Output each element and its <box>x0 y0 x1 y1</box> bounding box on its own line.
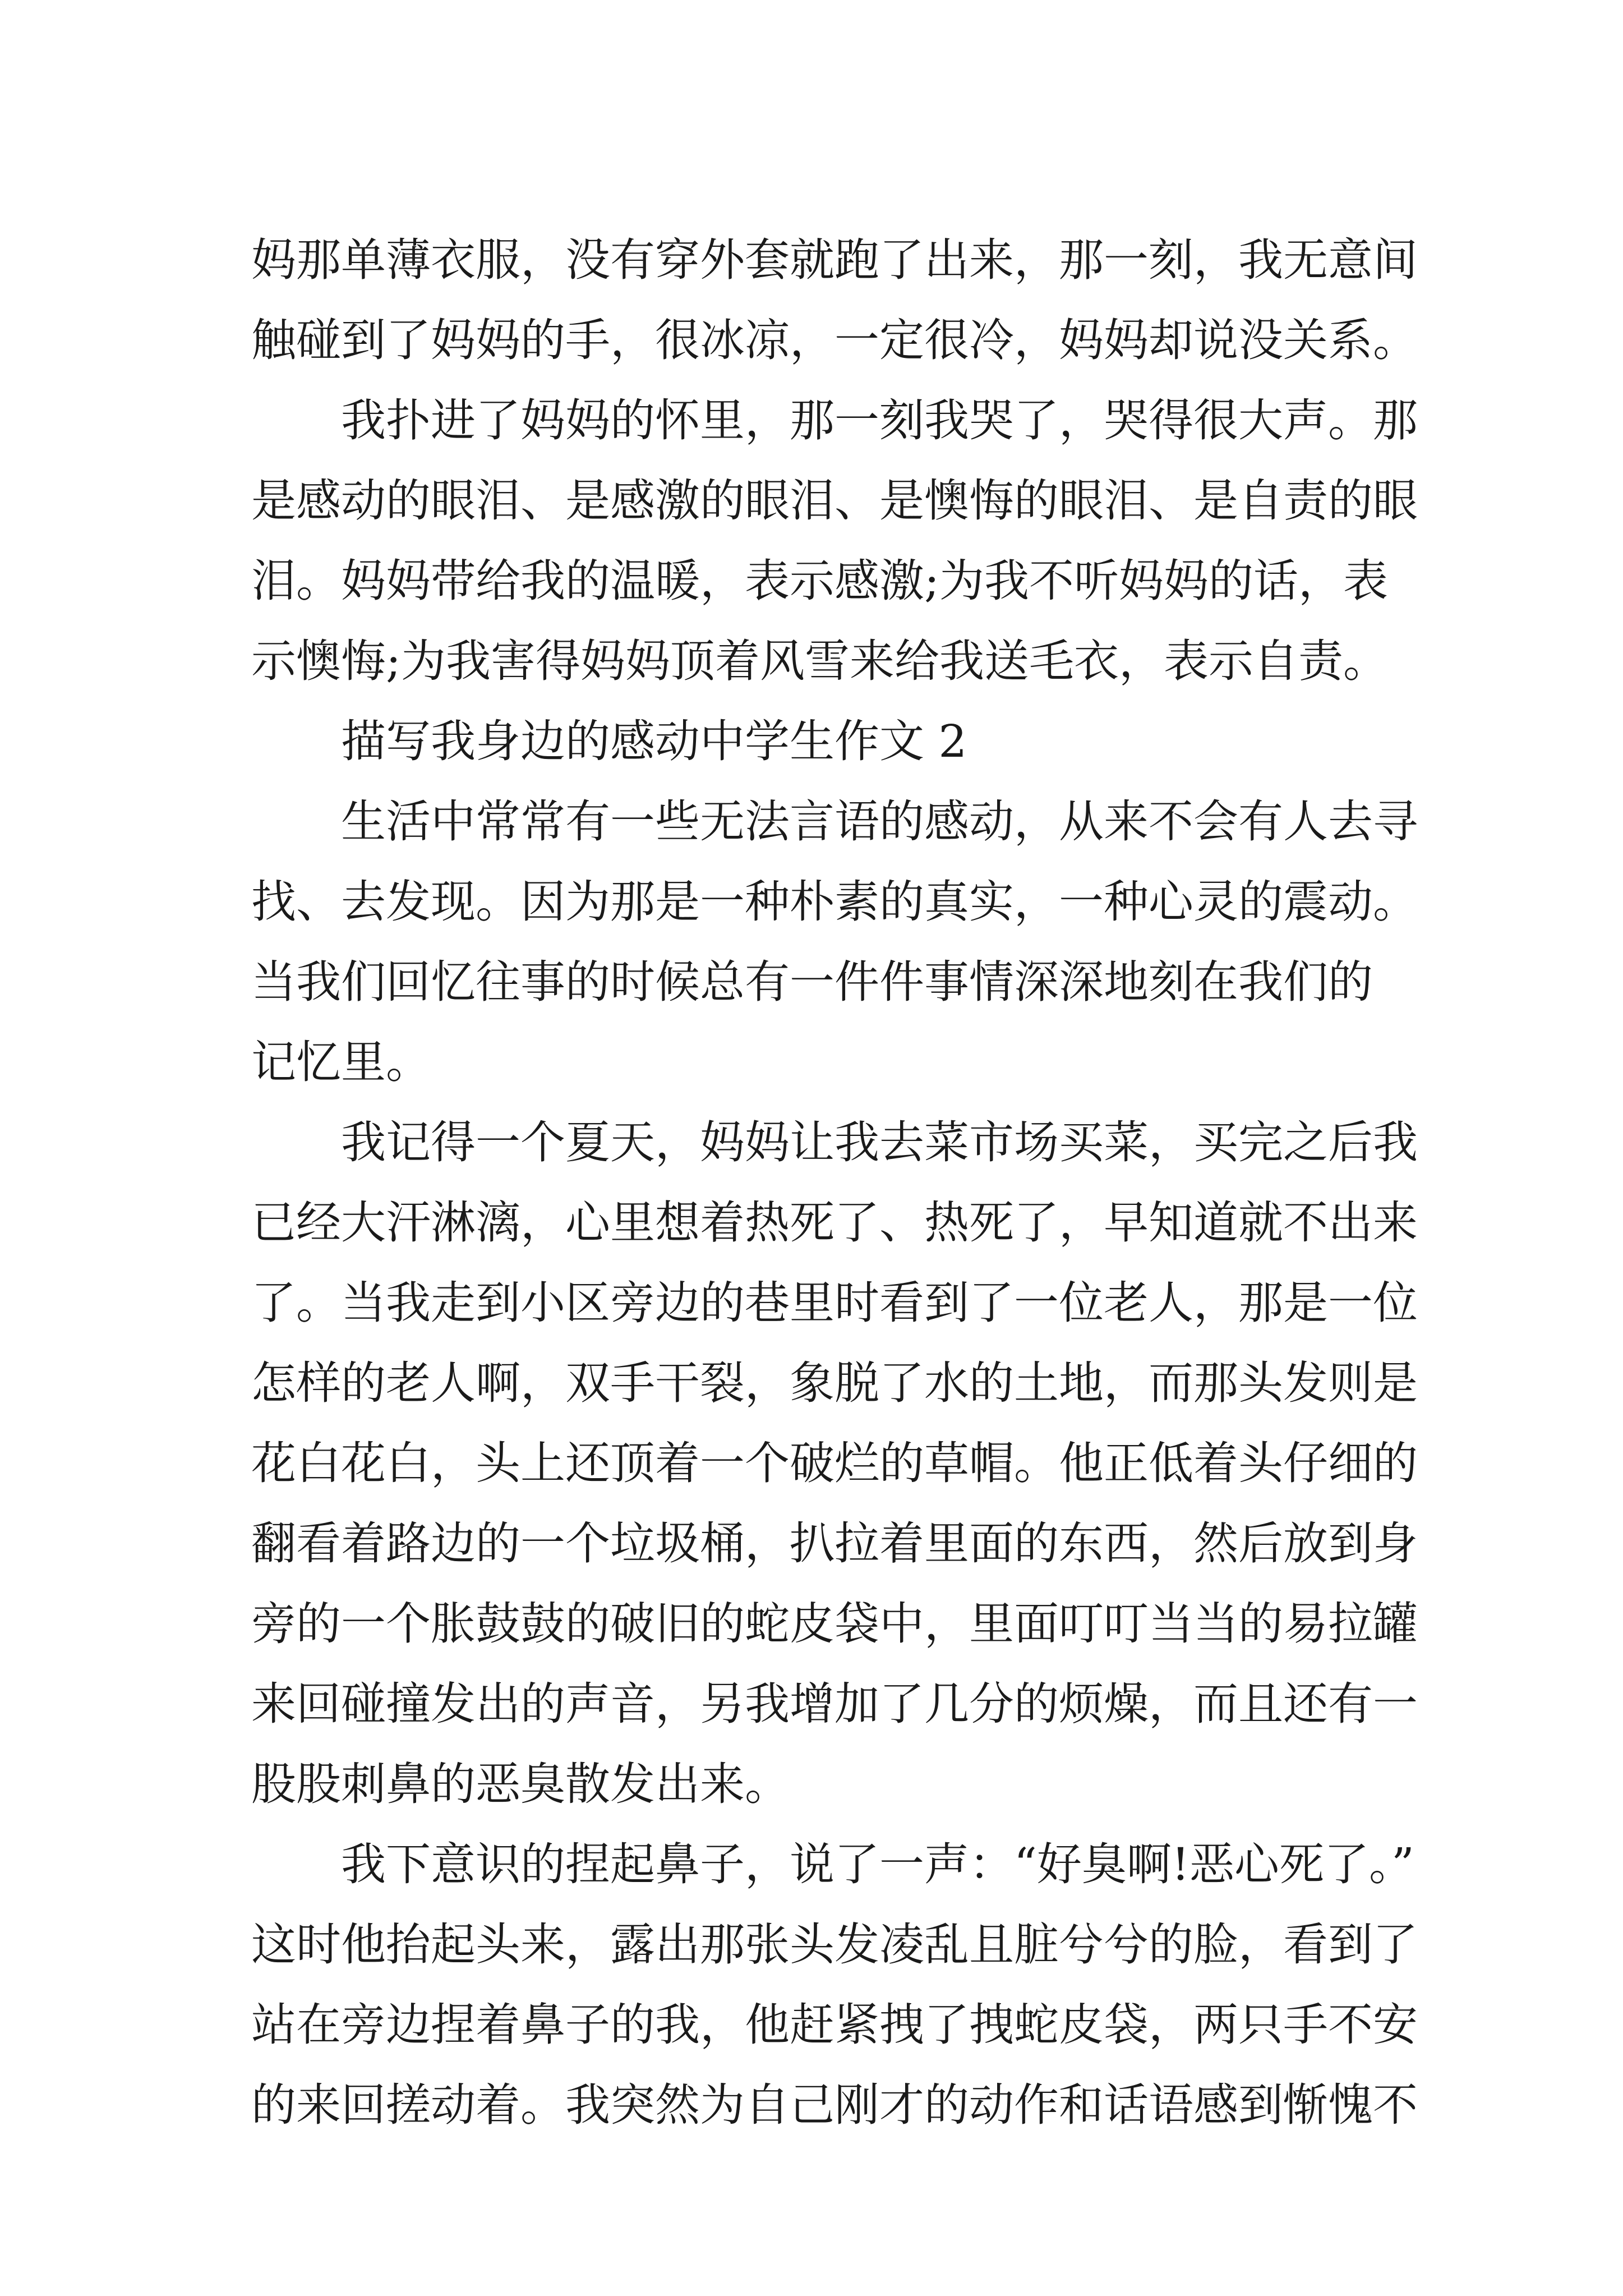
section-heading: 描写我身边的感动中学生作文 2 <box>341 715 967 767</box>
text-line: 站在旁边捏着鼻子的我，他赶紧拽了拽蛇皮袋，两只手不安 <box>251 1999 1418 2051</box>
text-line: 找、去发现。因为那是一种朴素的真实，一种心灵的震动。 <box>251 876 1418 928</box>
text-line: 股股刺鼻的恶臭散发出来。 <box>251 1758 790 1810</box>
text-line: 了。当我走到小区旁边的巷里时看到了一位老人，那是一位 <box>251 1277 1418 1329</box>
text-line: 妈那单薄衣服，没有穿外套就跑了出来，那一刻，我无意间 <box>251 234 1418 286</box>
text-line: 这时他抬起头来，露出那张头发凌乱且脏兮兮的脸，看到了 <box>251 1918 1418 1971</box>
text-line: 泪。妈妈带给我的温暖，表示感激;为我不听妈妈的话，表 <box>251 555 1388 607</box>
text-line: 示懊悔;为我害得妈妈顶着风雪来给我送毛衣，表示自责。 <box>251 635 1388 687</box>
text-line: 来回碰撞发出的声音，另我增加了几分的烦燥，而且还有一 <box>251 1678 1418 1730</box>
text-line: 花白花白，头上还顶着一个破烂的草帽。他正低着头仔细的 <box>251 1437 1418 1489</box>
text-line: 旁的一个胀鼓鼓的破旧的蛇皮袋中，里面叮叮当当的易拉罐 <box>251 1598 1418 1650</box>
text-line: 是感动的眼泪、是感激的眼泪、是懊悔的眼泪、是自责的眼 <box>251 475 1418 527</box>
text-line: 当我们回忆往事的时候总有一件件事情深深地刻在我们的 <box>251 956 1373 1008</box>
text-line: 触碰到了妈妈的手，很冰凉，一定很冷，妈妈却说没关系。 <box>251 314 1418 366</box>
paragraph-first-line: 我下意识的捏起鼻子，说了一声：“好臭啊!恶心死了。” <box>341 1838 1414 1890</box>
document-body <box>251 220 1418 2145</box>
text-line: 记忆里。 <box>251 1036 431 1088</box>
text-line: 已经大汗淋漓，心里想着热死了、热死了，早知道就不出来 <box>251 1197 1418 1249</box>
text-line: 翻看着路边的一个垃圾桶，扒拉着里面的东西，然后放到身 <box>251 1517 1418 1570</box>
text-line: 怎样的老人啊，双手干裂，象脱了水的土地，而那头发则是 <box>251 1357 1418 1409</box>
paragraph-first-line: 我记得一个夏天，妈妈让我去菜市场买菜，买完之后我 <box>341 1116 1418 1168</box>
paragraph-first-line: 生活中常常有一些无法言语的感动，从来不会有人去寻 <box>341 795 1418 848</box>
text-line: 的来回搓动着。我突然为自己刚才的动作和话语感到惭愧不 <box>251 2079 1418 2131</box>
paragraph-first-line: 我扑进了妈妈的怀里，那一刻我哭了，哭得很大声。那 <box>341 394 1418 447</box>
